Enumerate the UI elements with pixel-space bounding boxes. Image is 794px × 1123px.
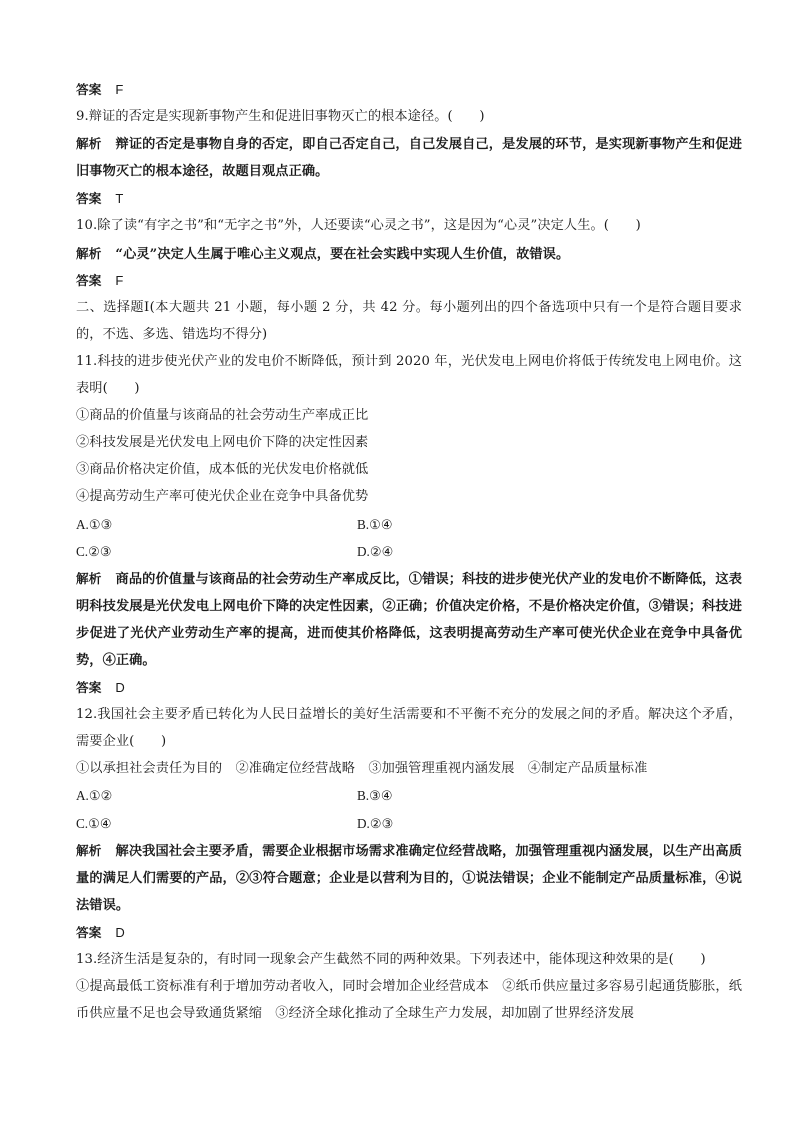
explanation-label: 解析	[76, 245, 102, 261]
question-11-options-row	[76, 538, 742, 565]
explanation-text: 商品的价值量与该商品的社会劳动生产率成反比，①错误；科技的进步使光伏产业的发电价不断降低，这表明科技发展是光伏发电上网电价下降的决定性因素，②正确；价值决定价格，不是价格决定价值，③错误；科技进步促进了光伏产业劳动生产率的提高，进而使其价格降低，这表明提高劳动生产率可使光伏企业在竞争中具备优势，④正确。	[76, 571, 742, 668]
document-page	[76, 76, 742, 1027]
answer-value: D	[115, 680, 125, 696]
question-9-stem: 9.辩证的否定是实现新事物产生和促进旧事物灭亡的根本途径。( )	[76, 109, 485, 125]
option-d: D.②③	[357, 815, 394, 831]
question-13-items: ①提高最低工资标准有利于增加劳动者收入，同时会增加企业经营成本 ②纸币供应量过多容易引起通货膨胀，纸币供应量不足也会导致通货紧缩 ③经济全球化推动了全球生产力发展，却加剧了世界经济发展	[76, 979, 742, 1022]
explanation-11	[76, 565, 742, 674]
answer-label: 答案	[76, 680, 102, 696]
explanation-9	[76, 130, 742, 185]
question-10-stem: 10.除了读“有字之书”和“无字之书”外，人还要读“心灵之书”，这是因为“心灵”决定人生。( )	[76, 218, 641, 234]
question-11-item: ②科技发展是光伏发电上网电价下降的决定性因素	[76, 435, 369, 451]
explanation-text: 解决我国社会主要矛盾，需要企业根据市场需求准确定位经营战略，加强管理重视内涵发展，以生产出高质量的满足人们需要的产品，②③符合题意；企业是以营利为目的，①说法错误；企业不能制定产品质量标准，④说法错误。	[76, 843, 742, 913]
question-11-item: ③商品价格决定价值，成本低的光伏发电价格就低	[76, 462, 369, 478]
answer-value: T	[115, 191, 124, 207]
answer-label: 答案	[76, 191, 102, 207]
explanation-label: 解析	[76, 136, 102, 152]
answer-value: D	[115, 924, 125, 940]
explanation-label: 解析	[76, 570, 102, 586]
option-a: A.①③	[76, 516, 113, 532]
explanation-text: “心灵”决定人生属于唯心主义观点，要在社会实践中实现人生价值，故错误。	[115, 246, 570, 262]
option-b: B.①④	[357, 516, 393, 532]
option-a: A.①②	[76, 788, 113, 804]
answer-label: 答案	[76, 82, 102, 97]
answer-12	[76, 919, 742, 946]
question-11-stem: 11.科技的进步使光伏产业的发电价不断降低，预计到 2020 年，光伏发电上网电价将低于传统发电上网电价。这表明( )	[76, 353, 742, 397]
answer-value: F	[115, 82, 124, 97]
option-c: C.①④	[76, 815, 112, 831]
question-12-stem: 12.我国社会主要矛盾已转化为人民日益增长的美好生活需要和不平衡不充分的发展之间的矛盾。解决这个矛盾，需要企业( )	[76, 707, 742, 750]
option-d: D.②④	[357, 543, 394, 559]
question-13-stem: 13.经济生活是复杂的，有时同一现象会产生截然不同的两种效果。下列表述中，能体现这种效果的是( )	[76, 952, 706, 967]
answer-label: 答案	[76, 272, 102, 288]
question-12-options-row	[76, 782, 742, 809]
answer-8	[76, 76, 742, 103]
answer-11	[76, 674, 742, 701]
explanation-text: 辩证的否定是事物自身的否定，即自己否定自己，自己发展自己，是发展的环节，是实现新事物产生和促进旧事物灭亡的根本途径，故题目观点正确。	[76, 137, 742, 180]
answer-9	[76, 185, 742, 212]
question-11-options-row	[76, 511, 742, 538]
question-11-item: ④提高劳动生产率可使光伏企业在竞争中具备优势	[76, 489, 369, 505]
answer-label: 答案	[76, 924, 102, 940]
answer-10	[76, 267, 742, 294]
option-b: B.③④	[357, 788, 393, 804]
question-12-options-row	[76, 810, 742, 837]
explanation-10	[76, 240, 742, 267]
question-12-items: ①以承担社会责任为目的 ②准确定位经营战略 ③加强管理重视内涵发展 ④制定产品质量标准	[76, 761, 648, 777]
explanation-12	[76, 837, 742, 919]
section-2-heading: 二、选择题Ⅰ(本大题共 21 小题，每小题 2 分，共 42 分。每小题列出的四个备选项中只有一个是符合题目要求的，不选、多选、错选均不得分)	[76, 299, 742, 342]
explanation-label: 解析	[76, 842, 102, 858]
option-c: C.②③	[76, 543, 112, 559]
question-11-item: ①商品的价值量与该商品的社会劳动生产率成正比	[76, 408, 369, 424]
answer-value: F	[115, 272, 124, 288]
